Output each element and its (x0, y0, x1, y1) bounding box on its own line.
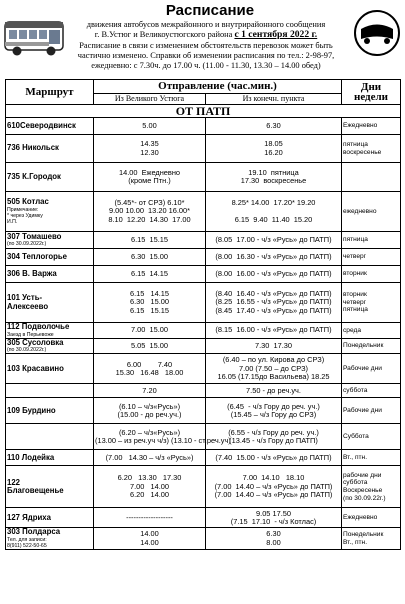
days-cell: вторник четверг пятница (342, 283, 401, 323)
days-cell: пятница воскресенье (342, 135, 401, 163)
departure-from-city: (7.00 14.30 – ч/з «Русь») (94, 450, 206, 466)
departure-from-end: 8.25* 14.00 17.20* 19.20 6.15 9.40 11.40 15.20 (206, 192, 342, 232)
column-header-from-end: Из конечн. пункта (206, 94, 342, 105)
departure-from-end: 18.05 16.20 (206, 135, 342, 163)
route-cell (6, 424, 94, 450)
departure-from-city: 14.35 12.30 (94, 135, 206, 163)
route-cell (6, 466, 94, 508)
days-cell: суббота (342, 384, 401, 398)
days-cell: четверг (342, 249, 401, 266)
table-row (6, 398, 401, 424)
departure-from-city: (6.10 – ч/з«Русь») (15.00 - до реч.уч.) (94, 398, 206, 424)
departure-from-city: ------------------- (94, 508, 206, 528)
route-name: 307 Томашево (7, 231, 62, 241)
departure-from-end: (8.40 16.40 - ч/з «Русь» до ПАТП) (8.25 16.55 - ч/з «Русь» до ПАТП) (8.45 17.40 - ч/з «Русь» до ПАТП) (206, 283, 342, 323)
route-cell (6, 323, 94, 339)
schedule-table (5, 79, 401, 550)
column-header-days: Дни недели (342, 80, 401, 105)
days-cell: Рабочие дни (342, 398, 401, 424)
route-name: 103 Красавино (7, 363, 64, 373)
departure-from-end: 6.30 (206, 118, 342, 135)
departure-from-city: 5.00 (94, 118, 206, 135)
route-name: 306 В. Варжа (7, 268, 57, 278)
route-name: 304 Теплогорье (7, 251, 68, 261)
route-name: 112 Подволочье (7, 322, 70, 332)
days-cell: Рабочие дни (342, 354, 401, 384)
route-name: 305 Сусоловка (7, 338, 64, 347)
route-name: 110 Лодейка (7, 452, 55, 462)
route-cell (6, 163, 94, 192)
table-row (6, 528, 401, 549)
header (0, 0, 405, 80)
route-cell (6, 266, 94, 283)
section-title: ОТ ПАТП (6, 105, 401, 118)
route-note: (по 30.09.2022г.) (7, 347, 47, 354)
departure-from-end: (8.05 17.00 - ч/з «Русь» до ПАТП) (206, 232, 342, 249)
table-row (6, 323, 401, 339)
route-cell (6, 508, 94, 528)
departure-from-city: 7.00 15.00 (94, 323, 206, 339)
departure-from-end: (6.55 - ч/з Гору до реч. уч.) (13.45 - ч/з Гору до ПАТП) (206, 424, 342, 450)
departure-from-city: (6.20 – ч/з«Русь») (13.00 – из реч.уч ч/з) (13.10 - ст.реч.уч) (94, 424, 206, 450)
route-name: 610Северодвинск (7, 120, 76, 130)
route-cell (6, 450, 94, 466)
departure-from-city: 6.30 15.00 (94, 249, 206, 266)
departure-from-city: 7.20 (94, 384, 206, 398)
departure-from-city: (5.45*- от СРЗ) 6.10* 9.00 10.00 13.20 16.00* 8.10 12.20 14.30 17.00 (94, 192, 206, 232)
table-row (6, 118, 401, 135)
table-row (6, 339, 401, 354)
days-cell (342, 163, 401, 192)
route-cell (6, 249, 94, 266)
route-cell (6, 283, 94, 323)
route-name: 122 Благовещенье (7, 477, 64, 495)
route-name: 303 Полдарса (7, 527, 61, 537)
table-row (6, 354, 401, 384)
route-cell (6, 135, 94, 163)
route-cell (6, 354, 94, 384)
table-row (6, 249, 401, 266)
departure-from-city: 5.05 15.00 (94, 339, 206, 354)
header-line-5: ежедневно: с 7.30ч. до 17.00 ч. (11.00 - 11.30, 13.30 – 14.00 обед) (91, 61, 321, 70)
route-note: Примечание: * через Удимку И.П. (7, 206, 43, 225)
departure-from-city: 6.15 14.15 (94, 266, 206, 283)
route-cell (6, 384, 94, 398)
header-line-4: частично изменено. Справки об изменении расписания по тел.: 2-98-97, (77, 51, 335, 60)
days-cell: Вт., птн. (342, 450, 401, 466)
days-cell: Суббота (342, 424, 401, 450)
days-cell: Ежедневно (342, 118, 401, 135)
days-cell: Понедельник Вт., птн. (342, 528, 401, 549)
departure-from-end: (7.40 15.00 - ч/з «Русь» до ПАТП) (206, 450, 342, 466)
days-cell: Понедельник (342, 339, 401, 354)
departure-from-end: (6.40 – по ул. Кирова до СРЗ) 7.00 (7.50 – до СРЗ) 16.05 (17.15до Васильева) 18.25 (206, 354, 342, 384)
departure-from-end: 19.10 пятница 17.30 воскресенье (206, 163, 342, 192)
days-cell: Ежедневно (342, 508, 401, 528)
departure-from-end: (8.00 16.00 - ч/з «Русь» до ПАТП) (206, 266, 342, 283)
route-cell (6, 232, 94, 249)
days-cell: ежедневно (342, 192, 401, 232)
departure-from-end: 7.50 - до реч.уч. (206, 384, 342, 398)
departure-from-city: 14.00 14.00 (94, 528, 206, 549)
table-row (6, 450, 401, 466)
days-cell: пятница (342, 232, 401, 249)
table-row (6, 466, 401, 508)
departure-from-end: (6.45 - ч/з Гору до реч. уч.) (15.45 – ч/з Гору до СРЗ) (206, 398, 342, 424)
table-row (6, 424, 401, 450)
days-cell: вторник (342, 266, 401, 283)
bus-icon (3, 18, 67, 58)
days-cell: рабочие дни суббота Воскресенье (по 30.09.22г.) (342, 466, 401, 508)
departure-from-end: 9.05 17.50 (7.15 17.10 - ч/з Котлас) (206, 508, 342, 528)
route-cell (6, 192, 94, 232)
route-cell (6, 339, 94, 354)
departure-from-end: 7.00 14.10 18.10 (7.00 14.40 – ч/з «Русь» до ПАТП) (7.00 14.40 – ч/з «Русь» до ПАТП) (206, 466, 342, 508)
route-cell (6, 118, 94, 135)
table-row (6, 508, 401, 528)
patp-logo-icon (352, 8, 402, 58)
header-line-1: движения автобусов межрайонного и внутрирайонного сообщения (86, 20, 326, 29)
departure-from-end: (8.15 16.00 - ч/з «Русь» до ПАТП) (206, 323, 342, 339)
table-row (6, 192, 401, 232)
route-name: 736 Никольск (7, 143, 59, 153)
table-row (6, 232, 401, 249)
departure-from-end: 7.30 17.30 (206, 339, 342, 354)
route-name: 505 Котлас (7, 197, 49, 207)
column-header-route: Маршрут (6, 80, 94, 105)
route-note: Тел. для записи: 8(911) 522-50-65 (7, 536, 47, 549)
departure-from-city: 6.15 14.15 6.30 15.00 6.15 15.15 (94, 283, 206, 323)
route-name: 127 Ядриха (7, 512, 51, 522)
route-name: 101 Усть- Алексеево (7, 293, 49, 311)
table-row (6, 135, 401, 163)
route-cell (6, 398, 94, 424)
table-row (6, 283, 401, 323)
column-header-from-city: Из Великого Устюга (94, 94, 206, 105)
departure-from-end: 6.30 8.00 (206, 528, 342, 549)
page-title: Расписание (165, 2, 255, 19)
column-header-departure: Отправление (час.мин.) (94, 80, 342, 94)
header-line-3: Расписание в связи с изменением обстоятельств перевозок может быть (79, 41, 333, 50)
departure-from-end: (8.00 16.30 - ч/з «Русь» до ПАТП) (206, 249, 342, 266)
days-cell: среда (342, 323, 401, 339)
table-row (6, 163, 401, 192)
route-note: Заезд в Перьевоже (7, 331, 54, 338)
departure-from-city: 6.00 7.40 15.30 16.48 18.00 (94, 354, 206, 384)
departure-from-city: 14.00 Ежедневно (кроме Птн.) (94, 163, 206, 192)
header-line-2: г. В.Устюг и Великоустюгского района с 1 сентября 2022 г. (94, 29, 318, 40)
route-name: 735 К.Городок (7, 171, 61, 181)
departure-from-city: 6.15 15.15 (94, 232, 206, 249)
table-row (6, 266, 401, 283)
table-row (6, 384, 401, 398)
route-name: 109 Бурдино (7, 405, 56, 415)
departure-from-city: 6.20 13.30 17.30 7.00 14.00 6.20 14.00 (94, 466, 206, 508)
route-cell (6, 528, 94, 549)
route-note: (по 30.09.2022г.) (7, 241, 47, 248)
